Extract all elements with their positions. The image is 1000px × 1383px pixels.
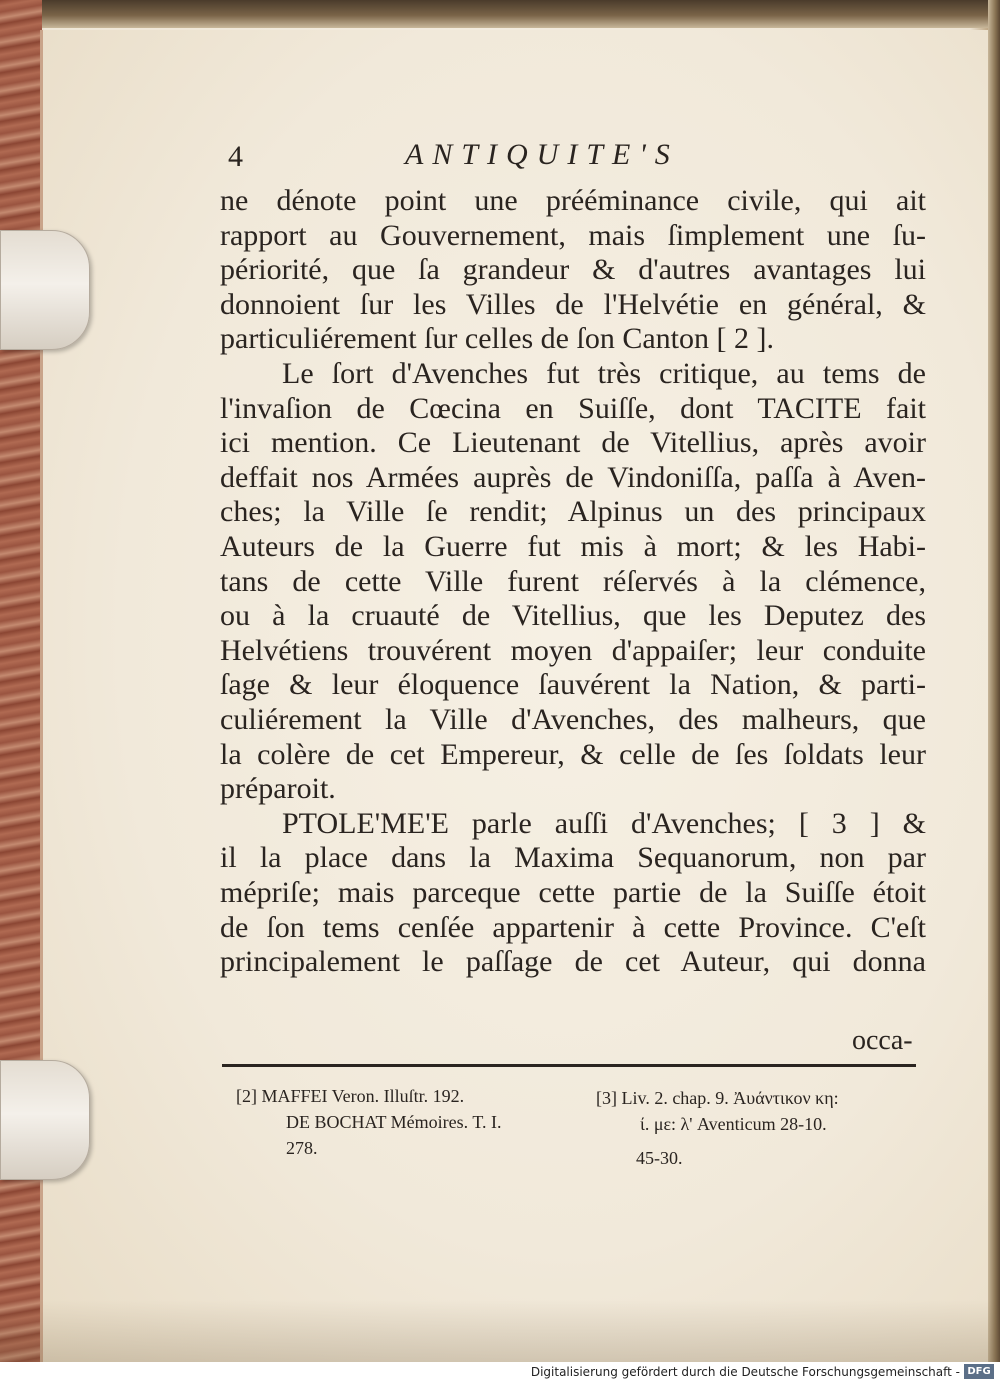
body-line: ou à la cruauté de Vitellius, que les Deputez des [220, 599, 926, 632]
body-line: mépriſe; mais parceque cette partie de la Suiſſe étoit [220, 876, 926, 909]
footnote-rule [222, 1064, 916, 1067]
book-right-edge [988, 0, 1000, 1362]
page-number: 4 [228, 140, 243, 173]
running-head-title: ANTIQUITE'S [405, 138, 679, 171]
body-line: donnoient ſur les Villes de l'Helvétie en général, & [220, 288, 926, 321]
footnote-left-line: 278. [286, 1138, 318, 1158]
body-line: ſage & leur éloquence ſauvérent la Nation, & parti- [220, 668, 926, 701]
body-line: ne dénote point une prééminance civile, qui ait [220, 184, 926, 217]
body-line: Auteurs de la Guerre fut mis à mort; & les Habi- [220, 530, 926, 563]
body-line: il la place dans la Maxima Sequanorum, non par [220, 841, 926, 874]
book-top-edge [0, 0, 1000, 28]
footnote-left-line: [2] MAFFEI Veron. Illuſtr. 192. [236, 1086, 465, 1106]
body-line: ici mention. Ce Lieutenant de Vitellius, après avoir [220, 426, 926, 459]
body-line: l'invaſion de Cœcina en Suiſſe, dont TACITE fait [220, 392, 926, 425]
body-line: principalement le paſſage de cet Auteur, qui donna [220, 945, 926, 978]
body-line: culiérement la Ville d'Avenches, des malheurs, que [220, 703, 926, 736]
body-line: périorité, que ſa grandeur & d'autres avantages lui [220, 253, 926, 286]
body-line: ches; la Ville ſe rendit; Alpinus un des principaux [220, 495, 926, 528]
catchword: occa- [852, 1025, 913, 1056]
body-line: Helvétiens trouvérent moyen d'appaiſer; leur conduite [220, 634, 926, 667]
body-line: tans de cette Ville furent réſervés à la clémence, [220, 565, 926, 598]
footnote-right-line: [3] Liv. 2. chap. 9. Ἀυάντικον κη: [596, 1088, 839, 1108]
body-line: particuliérement ſur celles de ſon Canton [ 2 ]. [220, 322, 774, 355]
body-line: deffait nos Armées auprès de Vindoniſſa, paſſa à Aven- [220, 461, 926, 494]
digitization-credit: Digitalisierung gefördert durch die Deutsche Forschungsgemeinschaft - [530, 1365, 960, 1379]
footnote-right-line: 45-30. [636, 1148, 683, 1168]
body-line: préparoit. [220, 772, 336, 805]
body-line: la colère de cet Empereur, & celle de ſes ſoldats leur [220, 738, 926, 771]
page-clip-top [0, 230, 90, 350]
footnote-right-line: ί. με: λ' Aventicum 28-10. [640, 1114, 827, 1134]
dfg-logo: DFG [964, 1364, 994, 1379]
page-clip-bottom [0, 1060, 90, 1180]
page-shadow [0, 1300, 1000, 1362]
body-line: PTOLE'ME'E parle auſſi d'Avenches; [ 3 ] & [282, 807, 926, 840]
body-line: de ſon tems cenſée appartenir à cette Province. C'eſt [220, 911, 926, 944]
footnote-left-line: DE BOCHAT Mémoires. T. I. [286, 1112, 502, 1132]
body-line: Le ſort d'Avenches fut très critique, au tems de [282, 357, 926, 390]
body-line: rapport au Gouvernement, mais ſimplement une ſu- [220, 219, 926, 252]
